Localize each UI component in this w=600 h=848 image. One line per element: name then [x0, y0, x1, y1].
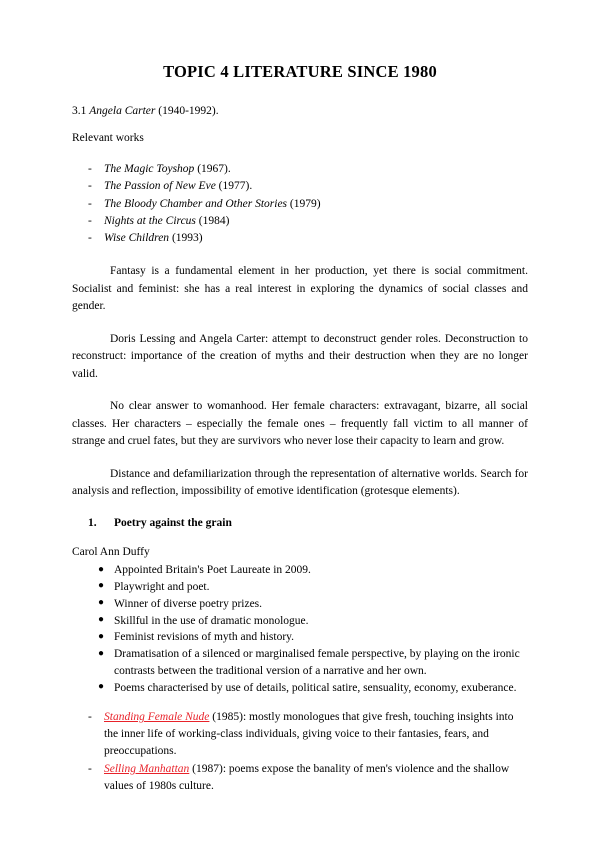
list-item [72, 613, 528, 630]
bullet-marker: ● [98, 681, 105, 693]
bullet-marker: ● [98, 597, 105, 609]
list-item [72, 178, 528, 195]
list-item-text: Feminist revisions of myth and history. [114, 631, 295, 644]
list-item [72, 579, 528, 596]
work-title: The Magic Toyshop [104, 163, 195, 176]
bullet-marker: ● [98, 630, 105, 642]
list-item-text: Appointed Britain's Poet Laureate in 2009. [114, 564, 311, 577]
author-heading [72, 104, 528, 120]
work-year: (1967). [194, 163, 231, 176]
list-item [72, 761, 528, 795]
bullet-marker: ● [98, 614, 105, 626]
work-title: Nights at the Circus [104, 214, 196, 227]
work-description: (1987): poems expose the banality of men's violence and the shallow values of 1980s culture. [104, 762, 510, 792]
duffy-facts-list [72, 562, 528, 696]
bullet-marker: ● [98, 647, 105, 659]
list-item [72, 196, 528, 213]
subject-name: Carol Ann Duffy [72, 545, 150, 558]
section-heading [72, 515, 528, 531]
bullet-marker: ● [98, 580, 105, 592]
dash-marker: - [88, 711, 92, 724]
list-item [72, 709, 528, 759]
document-content [72, 62, 528, 795]
author-dates: (1940-1992). [155, 104, 219, 117]
list-item [72, 596, 528, 613]
body-paragraph: Distance and defamiliarization through the representation of alternative worlds. Search for analysis and reflection, impossibility of emotive identification (grotesque elements). [72, 467, 528, 497]
body-paragraph: Doris Lessing and Angela Carter: attempt to deconstruct gender roles. Deconstruction to reconstruct: importance of the creation of myths and their destruction when they are no longer valid. [72, 332, 528, 380]
section-heading-number: 1. [88, 517, 97, 530]
dash-marker: - [88, 197, 92, 210]
list-item-text: Playwright and poet. [114, 580, 210, 593]
list-item-text: Poems characterised by use of details, political satire, sensuality, economy, exuberance. [114, 681, 517, 694]
work-year: (1993) [169, 232, 203, 245]
relevant-works-label: Relevant works [72, 132, 144, 145]
body-paragraph: No clear answer to womanhood. Her female characters: extravagant, bizarre, all social classes. Her characters – especially the female ones – frequently fall victim to all manner of strange and cruel fates, but they are survivors who never lose their capacity to learn and grow. [72, 400, 528, 448]
section-heading-label: Poetry against the grain [114, 517, 232, 530]
list-item-text: Skillful in the use of dramatic monologue. [114, 614, 309, 627]
page-title: TOPIC 4 LITERATURE SINCE 1980 [163, 62, 437, 81]
work-title: The Passion of New Eve [104, 180, 216, 193]
list-item [72, 213, 528, 230]
list-item [72, 629, 528, 646]
section-number: 3.1 [72, 104, 90, 117]
dash-marker: - [88, 180, 92, 193]
relevant-works-list [72, 161, 528, 247]
list-item [72, 562, 528, 579]
highlighted-work-title: Standing Female Nude [104, 711, 210, 724]
dash-marker: - [88, 762, 92, 775]
list-item [72, 646, 528, 680]
list-item [72, 161, 528, 178]
author-name: Angela Carter [89, 104, 156, 117]
work-year: (1977). [215, 180, 253, 193]
work-year: (1984) [195, 214, 230, 227]
list-item [72, 680, 528, 697]
body-paragraph: Fantasy is a fundamental element in her production, yet there is social commitment. Socialist and feminist: she has a real interest in exploring the dynamics of social classes and gender. [72, 265, 528, 313]
bullet-marker: ● [98, 563, 105, 575]
dash-marker: - [88, 214, 92, 227]
work-year: (1979) [287, 197, 321, 210]
work-title: Wise Children [104, 232, 170, 245]
highlighted-work-title: Selling Manhattan [104, 762, 190, 775]
duffy-works-list [72, 709, 528, 794]
dash-marker: - [88, 163, 92, 176]
work-description: (1985): mostly monologues that give fresh, touching insights into the inner life of working-class individuals, giving voice to their fantasies, fears, and preoccupations. [104, 711, 514, 757]
list-item [72, 230, 528, 247]
work-title: The Bloody Chamber and Other Stories [104, 197, 288, 210]
list-item-text: Winner of diverse poetry prizes. [114, 597, 263, 610]
list-item-text: Dramatisation of a silenced or marginalised female perspective, by playing on the ironic contrasts between the traditional version of a narrative and her own. [114, 648, 520, 677]
dash-marker: - [88, 232, 92, 245]
